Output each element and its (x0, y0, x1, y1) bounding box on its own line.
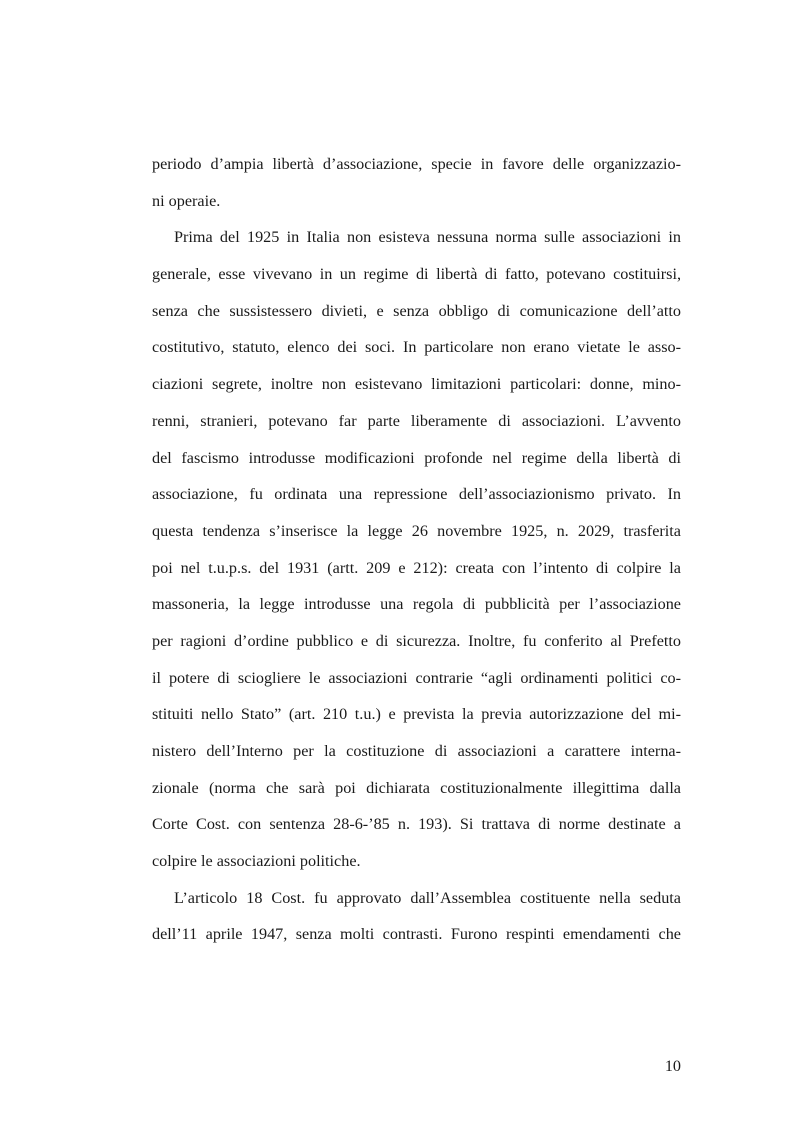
text-line: poi nel t.u.p.s. del 1931 (artt. 209 e 212): creata con l’intento di colpire la (152, 558, 681, 577)
text-line: Prima del 1925 in Italia non esisteva nessuna norma sulle associazioni in (174, 228, 681, 247)
text-line: senza che sussistessero divieti, e senza obbligo di comunicazione dell’atto (152, 301, 681, 320)
text-line: colpire le associazioni politiche. (152, 852, 361, 871)
text-line: stituiti nello Stato” (art. 210 t.u.) e prevista la previa autorizzazione del mi- (152, 705, 681, 724)
text-line: nistero dell’Interno per la costituzione di associazioni a carattere interna- (152, 742, 681, 760)
text-line: generale, esse vivevano in un regime di libertà di fatto, potevano costituirsi, (152, 265, 681, 284)
text-line: il potere di sciogliere le associazioni contrarie “agli ordinamenti politici co- (152, 668, 681, 687)
page-number: 10 (664, 1057, 681, 1075)
text-line: questa tendenza s’inserisce la legge 26 novembre 1925, n. 2029, trasferita (152, 521, 681, 540)
text-line: ni operaie. (152, 191, 221, 210)
text-line: periodo d’ampia libertà d’associazione, specie in favore delle organizzazio- (152, 155, 681, 173)
text-line: renni, stranieri, potevano far parte liberamente di associazioni. L’avvento (152, 411, 681, 430)
text-line: L’articolo 18 Cost. fu approvato dall’Assemblea costituente nella seduta (174, 888, 681, 907)
text-line: associazione, fu ordinata una repressione dell’associazionismo privato. In (152, 485, 681, 504)
text-line: per ragioni d’ordine pubblico e di sicurezza. Inoltre, fu conferito al Prefetto (152, 631, 681, 650)
text-line: Corte Cost. con sentenza 28-6-’85 n. 193). Si trattava di norme destinate a (152, 815, 681, 834)
text-line: ciazioni segrete, inoltre non esistevano limitazioni particolari: donne, mino- (152, 375, 681, 394)
text-line: zionale (norma che sarà poi dichiarata costituzionalmente illegittima dalla (152, 778, 681, 797)
text-line: del fascismo introdusse modificazioni profonde nel regime della libertà di (152, 448, 681, 467)
text-line: dell’11 aprile 1947, senza molti contrasti. Furono respinti emendamenti che (152, 925, 681, 944)
text-line: costitutivo, statuto, elenco dei soci. In particolare non erano vietate le asso- (152, 338, 681, 357)
body-text (152, 146, 681, 953)
text-line: massoneria, la legge introdusse una regola di pubblicità per l’associazione (152, 595, 681, 614)
